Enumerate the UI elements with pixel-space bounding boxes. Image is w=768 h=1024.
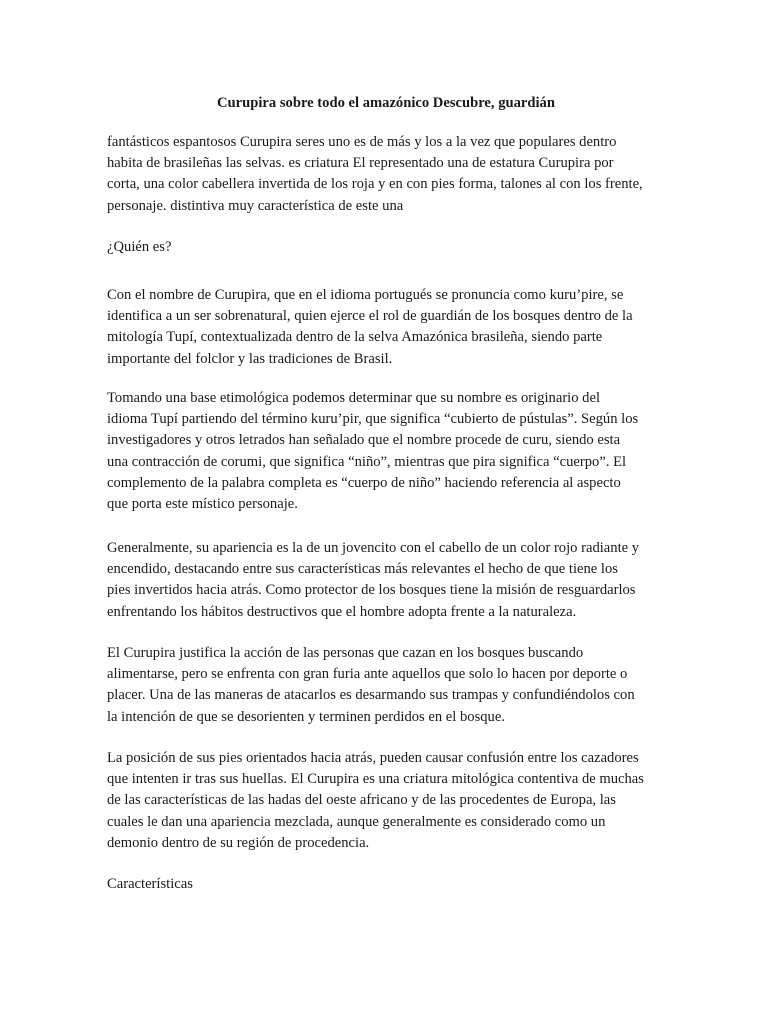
section-heading-quien-es (107, 237, 677, 258)
paragraph-line: mitología Tupí, contextualizada dentro de la selva Amazónica brasileña, siendo parte (107, 329, 603, 346)
paragraph-line: complemento de la palabra completa es “cuerpo de niño” haciendo referencia al aspecto (107, 474, 621, 491)
paragraph-line: habita de brasileñas las selvas. es criatura El representado una de estatura Curupira por (107, 155, 614, 172)
paragraph-line: alimentarse, pero se enfrenta con gran furia ante aquellos que solo lo hacen por deporte o (107, 666, 628, 683)
paragraph-apariencia (107, 538, 677, 623)
paragraph-line: encendido, destacando entre sus características más relevantes el hecho de que tiene los (107, 561, 618, 578)
section-heading-caracteristicas (107, 874, 677, 895)
paragraph-line: investigadores y otros letrados han señalado que el nombre procede de curu, siendo esta (107, 432, 621, 449)
paragraph-intro (107, 132, 677, 217)
heading-line: Características (107, 876, 193, 892)
paragraph-line: Generalmente, su apariencia es la de un jovencito con el cabello de un color rojo radiante y (107, 540, 640, 556)
paragraph-line: idioma Tupí partiendo del término kuru’pir, que significa “cubierto de pústulas”. Según los (107, 411, 639, 428)
paragraph-line: la intención de que se desorienten y terminen perdidos en el bosque. (107, 708, 505, 725)
paragraph-line: importante del folclor y las tradiciones de Brasil. (107, 350, 393, 367)
paragraph-line: de las características de las hadas del oeste africano y de las procedentes de Europa, las (107, 792, 616, 809)
paragraph-line: que intenten ir tras sus huellas. El Curupira es una criatura mitológica contentiva de muchas (107, 771, 644, 788)
paragraph-line: La posición de sus pies orientados hacia atrás, pueden causar confusión entre los cazadores (107, 750, 639, 766)
document-title: Curupira sobre todo el amazónico Descubre, guardián (217, 95, 555, 111)
paragraph-line: enfrentando los hábitos destructivos que el hombre adopta frente a la naturaleza. (107, 603, 577, 620)
paragraph-nombre (107, 285, 677, 370)
paragraph-line: identifica a un ser sobrenatural, quien ejerce el rol de guardián de los bosques dentro de la (107, 308, 633, 325)
paragraph-etimologia (107, 388, 677, 515)
paragraph-caza (107, 643, 677, 728)
paragraph-line: Con el nombre de Curupira, que en el idioma portugués se pronuncia como kuru’pire, se (107, 287, 624, 303)
heading-line: ¿Quién es? (107, 239, 172, 255)
paragraph-line: una contracción de corumi, que significa “niño”, mientras que pira significa “cuerpo”. El (107, 453, 627, 470)
paragraph-line: Tomando una base etimológica podemos determinar que su nombre es originario del (107, 390, 601, 406)
paragraph-line: fantásticos espantosos Curupira seres uno es de más y los a la vez que populares dentro (107, 134, 617, 150)
paragraph-line: placer. Una de las maneras de atacarlos es desarmando sus trampas y confundiéndolos con (107, 687, 635, 704)
paragraph-line: corta, una color cabellera invertida de los roja y en con pies forma, talones al con los frente, (107, 176, 643, 193)
paragraph-line: cuales le dan una apariencia mezclada, aunque generalmente es considerado como un (107, 813, 606, 830)
paragraph-pies (107, 748, 677, 854)
paragraph-line: demonio dentro de su región de procedencia. (107, 834, 370, 851)
paragraph-line: personaje. distintiva muy característica de este una (107, 197, 404, 214)
paragraph-line: que porta este místico personaje. (107, 496, 298, 513)
paragraph-line: pies invertidos hacia atrás. Como protector de los bosques tiene la misión de resguardarlos (107, 582, 636, 599)
paragraph-line: El Curupira justifica la acción de las personas que cazan en los bosques buscando (107, 645, 584, 661)
